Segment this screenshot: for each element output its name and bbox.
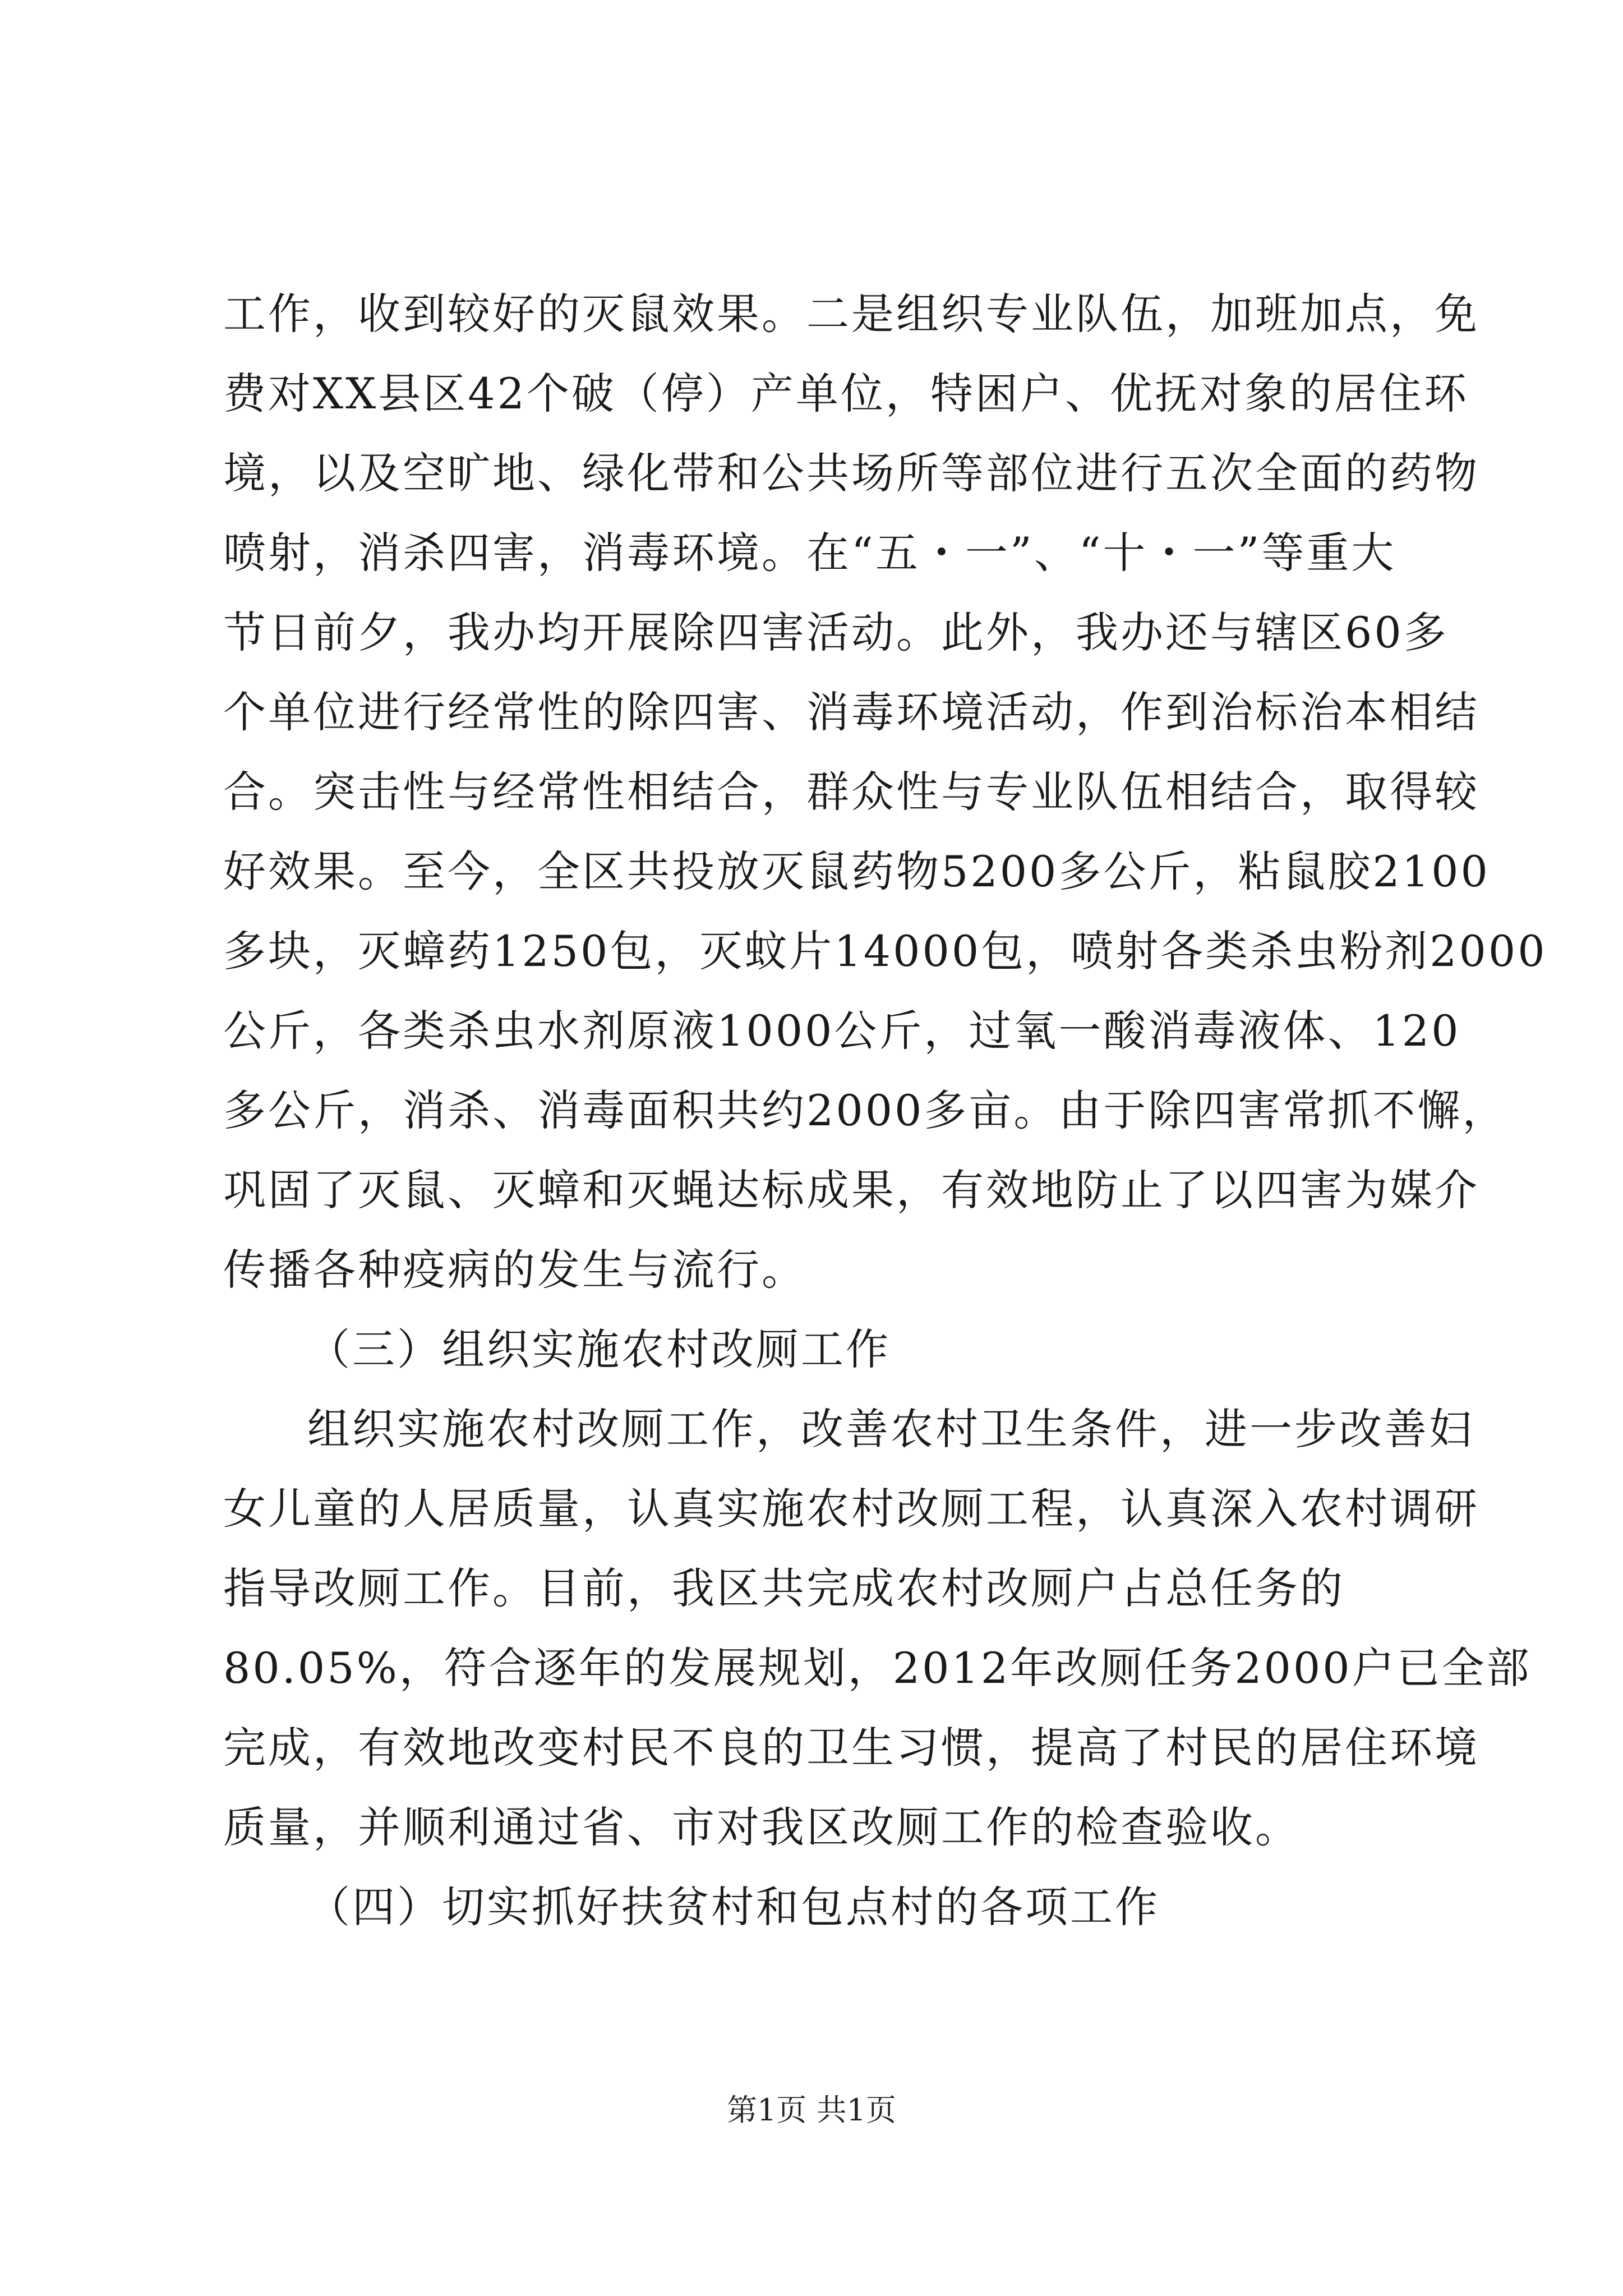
text-line: 传播各种疫病的发生与流行。	[223, 1245, 806, 1295]
text-line: 合。突击性与经常性相结合，群众性与专业队伍相结合，取得较	[223, 767, 1479, 817]
text-line: 指导改厕工作。目前，我区共完成农村改厕户占总任务的	[223, 1563, 1345, 1613]
text-line: 节日前夕，我办均开展除四害活动。此外，我办还与辖区60多	[223, 608, 1449, 657]
text-line: 多公斤，消杀、消毒面积共约2000多亩。由于除四害常抓不懈，	[223, 1085, 1507, 1135]
text-line: 多块，灭蟑药1250包，灭蚊片14000包，喷射各类杀虫粉剂2000	[223, 926, 1547, 976]
text-line: 公斤，各类杀虫水剂原液1000公斤，过氧一酸消毒液体、120	[223, 1006, 1461, 1056]
text-line: 境，以及空旷地、绿化带和公共场所等部位进行五次全面的药物	[223, 448, 1479, 498]
page-number-footer: 第1页 共1页	[727, 2092, 896, 2128]
text-line: 女儿童的人居质量，认真实施农村改厕工程，认真深入农村调研	[223, 1484, 1479, 1534]
text-line: 完成，有效地改变村民不良的卫生习惯，提高了村民的居住环境	[223, 1723, 1479, 1773]
text-line: 质量，并顺利通过省、市对我区改厕工作的检查验收。	[223, 1802, 1300, 1852]
text-line: 好效果。至今，全区共投放灭鼠药物5200多公斤，粘鼠胶2100	[223, 846, 1490, 896]
text-line: 巩固了灭鼠、灭蟑和灭蝇达标成果，有效地防止了以四害为媒介	[223, 1165, 1479, 1215]
text-line: 组织实施农村改厕工作，改善农村卫生条件，进一步改善妇	[307, 1404, 1474, 1454]
text-line: 80.05%，符合逐年的发展规划，2012年改厕任务2000户已全部	[223, 1643, 1532, 1693]
section-heading: （四）切实抓好扶贫村和包点村的各项工作	[307, 1882, 1160, 1932]
section-heading: （三）组织实施农村改厕工作	[307, 1324, 891, 1374]
text-line: 费对XX县区42个破（停）产单位，特困户、优抚对象的居住环	[223, 369, 1469, 418]
text-line: 工作，收到较好的灭鼠效果。二是组织专业队伍，加班加点，免	[223, 289, 1479, 339]
text-line: 喷射，消杀四害，消毒环境。在“五・一”、“十・一”等重大	[223, 528, 1396, 578]
text-line: 个单位进行经常性的除四害、消毒环境活动，作到治标治本相结	[223, 687, 1479, 737]
